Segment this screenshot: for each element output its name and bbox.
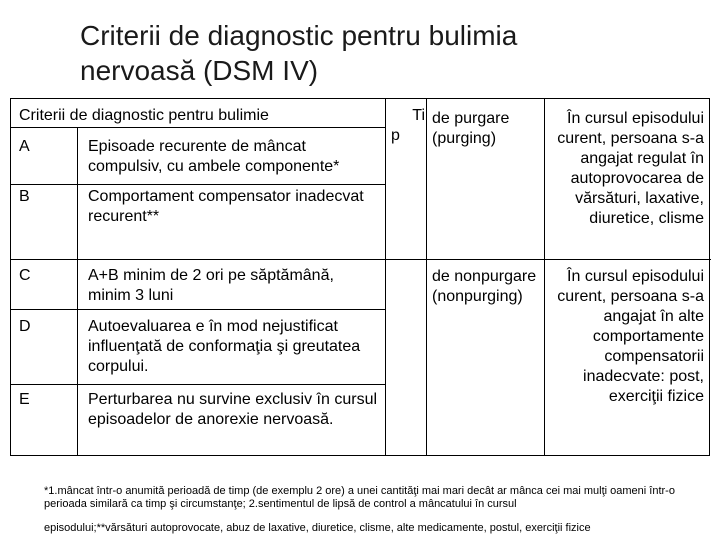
row-divider-b xyxy=(11,259,711,260)
criterion-text: Autoevaluarea e în mod nejustificat influenţată de conformaţia şi greutatea corpului. xyxy=(88,318,361,375)
criterion-letter: D xyxy=(19,318,31,335)
table-header-tip xyxy=(391,106,425,146)
slide-title-line-1: Criterii de diagnostic pentru bulimia xyxy=(80,20,518,51)
footnote-part-1: *1.mâncat într-o anumită perioadă de timp (de exemplu 2 ore) a unei cantităţi mai mari decât ar mânca cei mai mulţi oameni într-o perioada similară ca timp şi circumstanţe; 2.sentimentul de lipsă de control a mâncatului în cursul xyxy=(44,485,675,510)
footnote-part-2: episodului;**vărsături autoprovocate, abuz de laxative, diuretice, clisme, alte medicamente, postul, exerciţii fizice xyxy=(44,522,591,534)
table-header-tip-line-2: p xyxy=(391,127,400,144)
criterion-text: Episoade recurente de mâncat compulsiv, cu ambele componente* xyxy=(88,138,340,175)
type-label-nonpurging: de nonpurgare (nonpurging) xyxy=(432,268,537,305)
column-divider-letter xyxy=(77,127,78,455)
table-header-criteria: Criterii de diagnostic pentru bulimie xyxy=(19,107,269,124)
criterion-text: A+B minim de 2 ori pe săptămână, minim 3 luni xyxy=(88,267,334,304)
row-divider-d xyxy=(11,384,386,385)
column-divider-criteria xyxy=(385,99,386,455)
row-divider-header xyxy=(11,127,386,128)
criterion-text: Perturbarea nu survine exclusiv în cursul episoadelor de anorexie nervoasă. xyxy=(88,391,378,428)
column-divider-tip xyxy=(426,99,427,455)
row-divider-c xyxy=(11,309,386,310)
criterion-text: Comportament compensator inadecvat recurent** xyxy=(88,188,364,225)
type-label-purging: de purgare (purging) xyxy=(432,110,510,147)
table-header-tip-line-1: Ti xyxy=(412,107,425,124)
column-divider-type xyxy=(544,99,545,455)
criterion-letter: C xyxy=(19,267,31,284)
criterion-letter: A xyxy=(19,138,30,155)
type-description-purging: În cursul episodului curent, persoana s-a angajat regulat în autoprovocarea de vărsături, laxative, diuretice, clisme xyxy=(557,110,704,227)
slide-title xyxy=(80,18,700,88)
row-divider-a xyxy=(11,184,386,185)
slide-title-line-2: nervoasă (DSM IV) xyxy=(80,55,319,86)
type-description-nonpurging: În cursul episodului curent, persoana s-a angajat în alte comportamente compensatorii inadecvate: post, exerciţii fizice xyxy=(557,268,704,405)
criterion-letter: B xyxy=(19,188,30,205)
criterion-letter: E xyxy=(19,391,30,408)
criteria-table xyxy=(10,98,710,456)
